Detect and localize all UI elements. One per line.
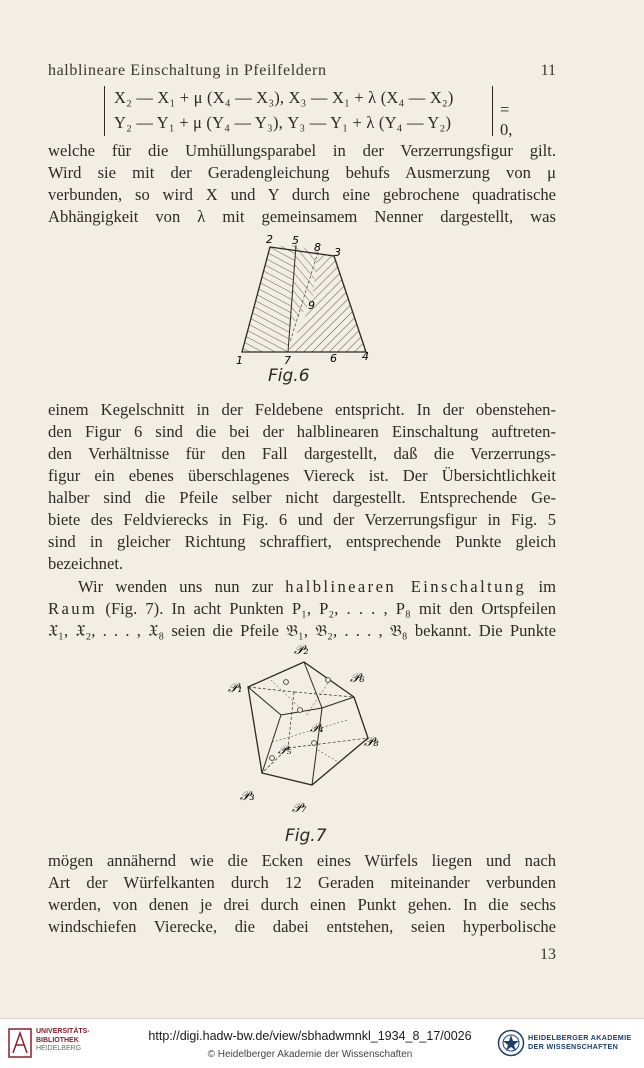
fig7-label-P3: 𝒫₃ xyxy=(240,789,255,804)
hatched-region-left xyxy=(242,245,296,352)
text-line: Abhängigkeit von λ mit gemeinsamem Nenner dargestellt, was xyxy=(48,207,556,226)
university-library-name xyxy=(36,1028,90,1054)
text-line: werden, von denen je drei durch einen Punkt gehen. In die sechs xyxy=(48,895,556,914)
text-span: (Fig. 7). In acht Punkten P₁, P₂, . . . , P₈ mit den Ortspfeilen xyxy=(97,599,556,618)
text-line: den Figur 6 sind die bei der halblinearen Einschaltung auftreten- xyxy=(48,422,556,441)
cube-vertex-dot xyxy=(270,756,275,761)
text-line: 𝔛₁, 𝔛₂, . . . , 𝔛₈ seien die Pfeile 𝔅₁, 𝔅₂, . . . , 𝔅₈ bekannt. Die Punkte xyxy=(48,621,556,640)
text-line: einem Kegelschnitt in der Feldebene entspricht. In der obenstehen- xyxy=(48,400,556,419)
academy-seal-icon[interactable] xyxy=(497,1029,525,1062)
fig6-label-2: 2 xyxy=(266,233,273,246)
text-line: bezeichnet. xyxy=(48,554,124,573)
academy-line: HEIDELBERGER AKADEMIE xyxy=(528,1033,632,1042)
fig6-label-4: 4 xyxy=(362,350,369,363)
equation-row-1: X₂ — X₁ + μ (X₄ — X₃), X₃ — X₁ + λ (X₄ — X₂) xyxy=(114,88,454,107)
text-line: welche für die Umhüllungsparabel in der Verzerrungsfigur gilt. xyxy=(48,141,556,160)
cube-vertex-dot xyxy=(326,678,331,683)
text-line: den Verhältnisse für den Fall dargestellt, daß die Verzerrungs- xyxy=(48,444,556,463)
cube-vertex-dot xyxy=(298,708,303,713)
text-line xyxy=(48,576,556,598)
text-line: Art der Würfelkanten durch 12 Geraden miteinander verbunden xyxy=(48,873,556,892)
text-line: Wird sie mit der Geradengleichung behufs Ausmerzung von μ xyxy=(48,163,556,182)
cube-edge-4-7 xyxy=(312,708,322,785)
permalink-url[interactable]: http://digi.hadw-bw.de/view/sbhadwmnkl_1934_8_17/0026 xyxy=(148,1029,472,1043)
cube-edge-hidden-a xyxy=(248,687,294,692)
academy-name xyxy=(528,1033,631,1051)
fig7-label-P2: 𝒫₂ xyxy=(294,643,309,658)
fig7-label-P5: 𝒫₅ xyxy=(278,743,292,757)
running-title: halblineare Einschaltung in Pfeilfeldern xyxy=(48,62,327,79)
cube-edge-hidden-b xyxy=(294,692,354,697)
text-line: windschiefen Vierecke, die dabei entstehen, seien hyperbolische xyxy=(48,917,556,936)
figure-7-caption: Fig.7 xyxy=(285,826,327,846)
university-library-logo-icon[interactable] xyxy=(8,1027,32,1064)
copyright-notice: © Heidelberger Akademie der Wissenschaften xyxy=(207,1049,413,1060)
cube-vertex-dot xyxy=(312,741,317,746)
figure-7 xyxy=(226,640,386,820)
fig6-label-9: 9 xyxy=(308,299,315,312)
fig6-label-5: 5 xyxy=(292,234,299,247)
equation-row-2: Y₂ — Y₁ + μ (Y₄ — Y₃), Y₃ — Y₁ + λ (Y₄ — Y₂) xyxy=(114,113,452,132)
fig6-label-1: 1 xyxy=(236,354,243,367)
figure-6-caption: Fig.6 xyxy=(268,366,310,386)
determinant-bar-right xyxy=(492,86,493,136)
fig7-label-P7: 𝒫₇ xyxy=(292,801,307,816)
text-line: verbunden, so wird X und Y durch eine gebrochene quadratische xyxy=(48,185,556,204)
library-line: HEIDELBERG xyxy=(36,1045,82,1052)
text-line: mögen annähernd wie die Ecken eines Würfels liegen und nach xyxy=(48,851,556,870)
equation-rhs: = 0, xyxy=(500,100,513,139)
library-line: UNIVERSITÄTS- xyxy=(36,1028,90,1035)
text-line: sind in gleicher Richtung schraffiert, entsprechende Punkte gleich xyxy=(48,532,556,551)
fig7-label-P1: 𝒫₁ xyxy=(228,681,243,696)
cube-edge-6-4 xyxy=(322,697,354,708)
fig7-label-P6: 𝒫₆ xyxy=(350,671,365,686)
fig6-label-6: 6 xyxy=(330,352,337,365)
library-line: BIBLIOTHEK xyxy=(36,1036,79,1044)
figure-6 xyxy=(228,232,378,372)
emphasized-term: Raum xyxy=(48,599,98,618)
fig6-label-7: 7 xyxy=(284,354,291,367)
text-line: halber sind die Pfeile selber nicht dargestellt. Entsprechende Ge- xyxy=(48,488,556,507)
fig7-label-P4: 𝒫₄ xyxy=(310,721,324,735)
determinant-equation xyxy=(104,84,524,140)
page-number-bottom: 13 xyxy=(540,946,556,963)
viewer-footer xyxy=(0,1018,644,1068)
text-span: Wir wenden uns nun zur xyxy=(78,577,286,596)
emphasized-term: halblinearen Einschaltung xyxy=(285,577,527,596)
cube-edge-hidden-c xyxy=(288,692,294,748)
text-line xyxy=(48,598,556,620)
cube-edge-hidden-e xyxy=(288,738,368,748)
academy-line: DER WISSENSCHAFTEN xyxy=(528,1042,619,1051)
cube-edge-1-5 xyxy=(248,687,281,715)
cube-vertex-dot xyxy=(284,680,289,685)
determinant-bar-left xyxy=(104,86,105,136)
text-span: im xyxy=(526,577,556,596)
page-number-top: 11 xyxy=(540,62,556,79)
text-line: biete des Feldvierecks in Fig. 6 und der Verzerrungsfigur in Fig. 5 xyxy=(48,510,556,529)
fig6-label-8: 8 xyxy=(314,241,321,254)
fig7-label-P8: 𝒫₈ xyxy=(364,735,379,750)
cube-grid-2 xyxy=(306,680,330,716)
cube-grid-4 xyxy=(318,750,338,762)
text-line: figur ein ebenes überschlagenes Viereck ist. Der Übersichtlichkeit xyxy=(48,466,556,485)
fig6-label-3: 3 xyxy=(334,246,341,259)
